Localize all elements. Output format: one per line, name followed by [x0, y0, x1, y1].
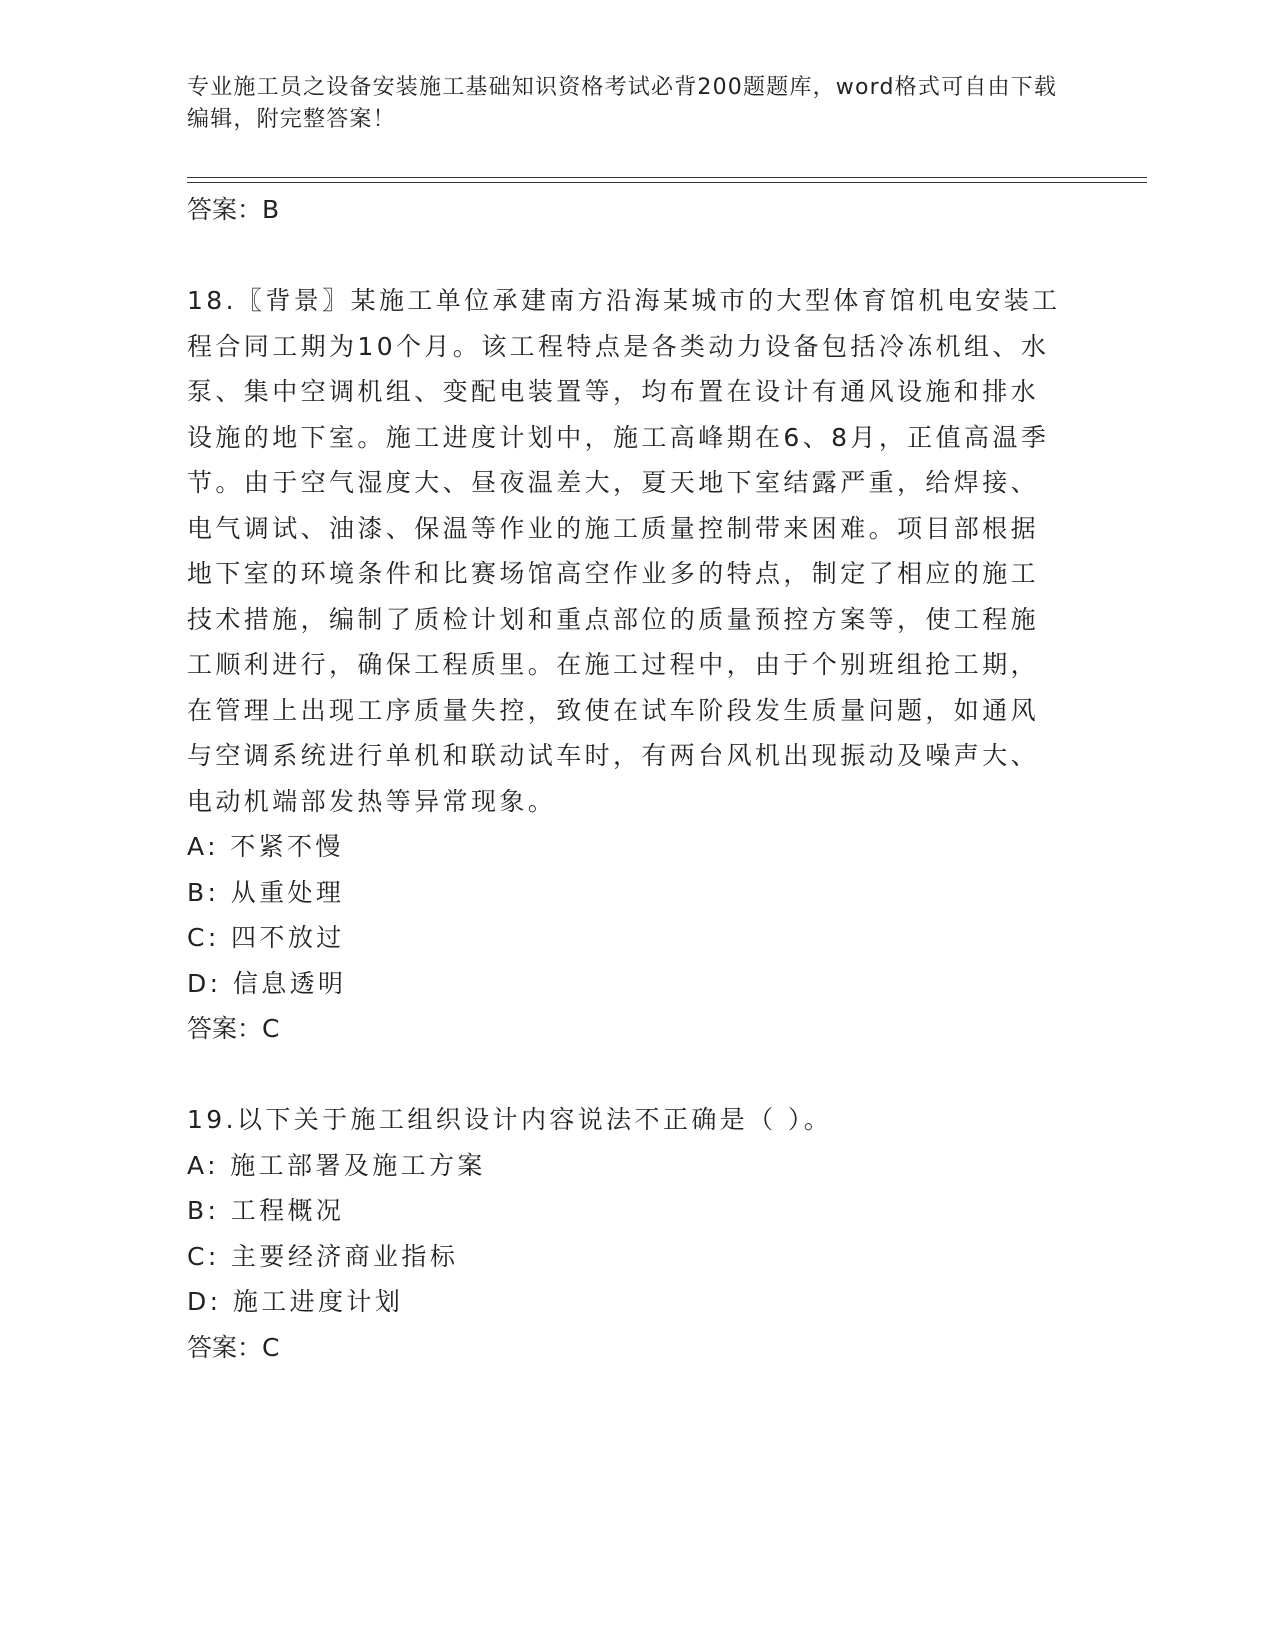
question-18-line: 设施的地下室。施工进度计划中，施工高峰期在6、8月，正值高温季 [187, 422, 1050, 452]
question-19 [187, 1097, 1087, 1371]
question-19-answer: 答案：C [187, 1332, 280, 1362]
document-body [187, 187, 1087, 1371]
question-18-line: 泵、集中空调机组、变配电装置等，均布置在设计有通风设施和排水 [187, 377, 1040, 406]
question-18-option-d: D: 信息透明 [187, 968, 347, 998]
spacer [187, 1052, 1087, 1097]
previous-answer: 答案：B [187, 195, 280, 224]
question-18-line: 节。由于空气湿度大、昼夜温差大，夏天地下室结露严重，给焊接、 [187, 468, 1040, 497]
question-18-option-c: C: 四不放过 [187, 923, 345, 952]
question-19-option-c: C: 主要经济商业指标 [187, 1241, 459, 1271]
question-19-option-a: A: 施工部署及施工方案 [187, 1150, 486, 1180]
question-18-line: 电气调试、油漆、保温等作业的施工质量控制带来困难。项目部根据 [187, 513, 1040, 543]
document-header: 专业施工员之设备安装施工基础知识资格考试必背200题题库，word格式可自由下载编辑，附完整答案！ [187, 75, 1058, 132]
question-18-line: 电动机端部发热等异常现象。 [187, 786, 557, 816]
question-18-answer: 答案：C [187, 1014, 280, 1043]
question-18-line: 地下室的环境条件和比赛场馆高空作业多的特点，制定了相应的施工 [187, 559, 1040, 588]
question-18-line: 技术措施，编制了质检计划和重点部位的质量预控方案等，使工程施 [187, 604, 1040, 634]
question-19-option-b: B: 工程概况 [187, 1196, 345, 1225]
question-18-line: 在管理上出现工序质量失控，致使在试车阶段发生质量问题，如通风 [187, 695, 1040, 725]
question-18-line: 工顺利进行，确保工程质里。在施工过程中，由于个别班组抢工期， [187, 650, 1040, 679]
question-19-text: 19.以下关于施工组织设计内容说法不正确是（ ）。 [187, 1105, 833, 1134]
question-19-option-d: D: 施工进度计划 [187, 1287, 404, 1316]
question-18 [187, 278, 1087, 1052]
question-18-line: 程合同工期为10个月。该工程特点是各类动力设备包括冷冻机组、水 [187, 331, 1050, 361]
question-18-option-a: A: 不紧不慢 [187, 832, 344, 861]
header-divider-top [187, 177, 1147, 178]
header-divider-bottom [187, 182, 1147, 183]
question-18-line: 与空调系统进行单机和联动试车时，有两台风机出现振动及噪声大、 [187, 741, 1040, 770]
spacer [187, 233, 1087, 278]
question-18-option-b: B: 从重处理 [187, 877, 345, 907]
question-18-line: 18.〖背景〗某施工单位承建南方沿海某城市的大型体育馆机电安装工 [187, 286, 1061, 315]
